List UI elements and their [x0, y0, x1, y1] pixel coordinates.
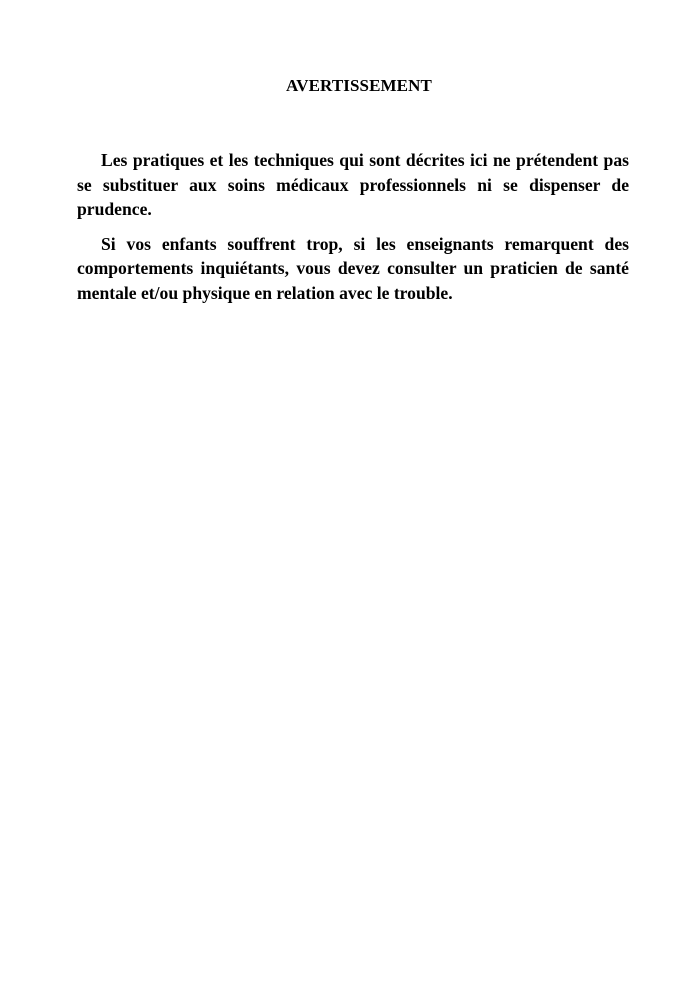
warning-body	[77, 148, 629, 315]
paragraph-1: Les pratiques et les techniques qui sont décrites ici ne prétendent pas se substituer aux soins médicaux professionnels ni se dispenser de prudence.	[77, 150, 629, 219]
paragraph-2: Si vos enfants souffrent trop, si les enseignants remarquent des comportements inquiétants, vous devez consulter un praticien de santé mentale et/ou physique en relation avec le trouble.	[77, 233, 629, 303]
page-title: AVERTISSEMENT	[286, 76, 432, 95]
